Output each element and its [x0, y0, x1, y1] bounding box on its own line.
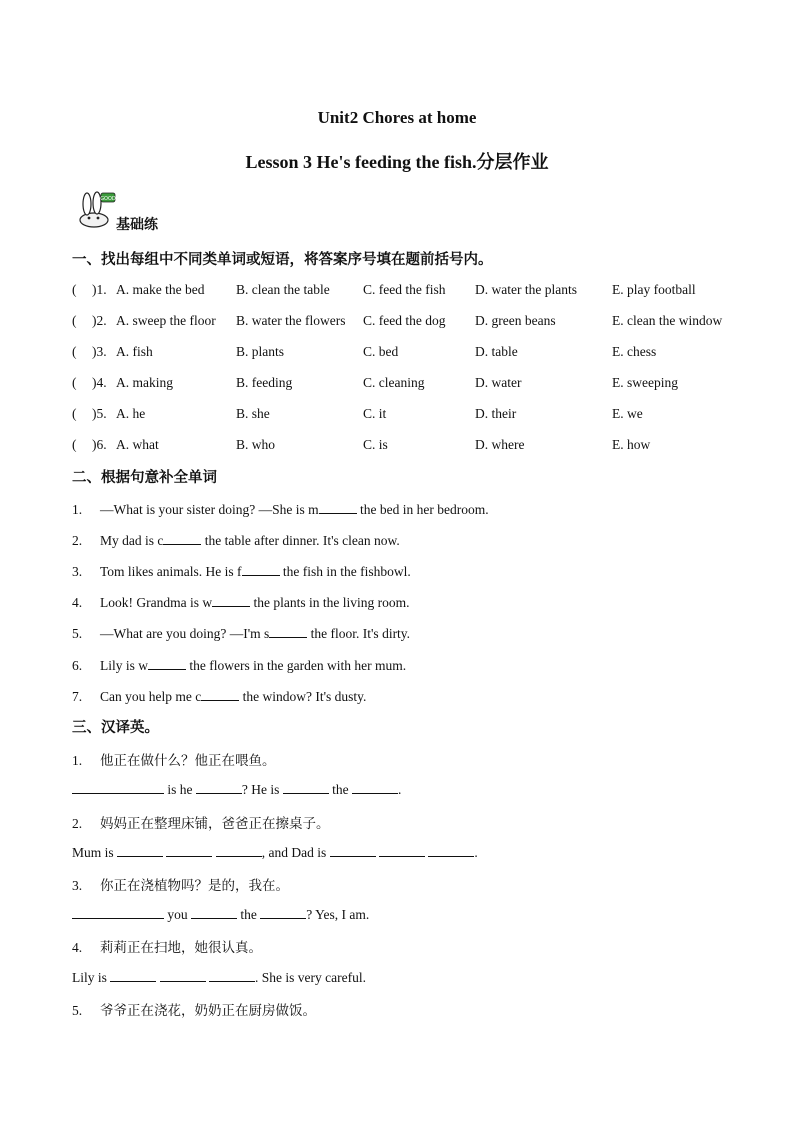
answer-blank[interactable]	[110, 968, 156, 982]
answer-blank[interactable]	[352, 780, 398, 794]
answer-text: ? Yes, I am.	[306, 907, 370, 922]
sentence-start: —What are you doing? —I'm s	[100, 626, 270, 641]
choice-c: C. feed the dog	[363, 313, 446, 328]
answer-blank[interactable]	[201, 687, 239, 701]
choice-row	[72, 406, 732, 426]
english-answer-line	[72, 968, 366, 986]
fill-word-item	[72, 593, 409, 611]
item-number: 1.	[72, 753, 83, 768]
answer-blank[interactable]	[283, 780, 329, 794]
fill-word-item	[72, 562, 411, 580]
item-number: 4.	[72, 595, 83, 610]
choice-paren: (	[72, 344, 77, 359]
answer-blank[interactable]	[148, 656, 186, 670]
answer-blank[interactable]	[319, 500, 357, 514]
choice-d: D. where	[475, 437, 525, 452]
answer-blank[interactable]	[216, 843, 262, 857]
choice-num: )5.	[92, 406, 107, 421]
choice-c: C. feed the fish	[363, 282, 446, 297]
english-answer-line	[72, 905, 369, 923]
sentence-end: the window? It's dusty.	[239, 689, 367, 704]
answer-text: , and Dad is	[261, 845, 330, 860]
sentence-start: Tom likes animals. He is f	[100, 564, 242, 579]
choice-row	[72, 437, 732, 457]
sentence-end: the plants in the living room.	[250, 595, 410, 610]
chinese-sentence: 妈妈正在整理床铺，爸爸正在擦桌子。	[100, 816, 330, 832]
choice-e: E. sweeping	[612, 375, 678, 390]
choice-d: D. table	[475, 344, 518, 359]
chinese-sentence: 爷爷正在浇花，奶奶正在厨房做饭。	[100, 1003, 316, 1019]
choice-paren: (	[72, 437, 77, 452]
choice-a: A. making	[116, 375, 173, 390]
choice-c: C. it	[363, 406, 387, 421]
answer-text: the	[328, 782, 352, 797]
item-number: 5.	[72, 626, 83, 641]
item-number: 7.	[72, 689, 83, 704]
item-number: 3.	[72, 878, 83, 893]
item-number: 5.	[72, 1003, 83, 1018]
basic-practice-label: 基础练	[116, 217, 158, 233]
item-number: 4.	[72, 940, 83, 955]
english-answer-line	[72, 843, 478, 861]
choice-paren: (	[72, 282, 77, 297]
choice-num: )1.	[92, 282, 107, 297]
item-number: 1.	[72, 502, 83, 517]
answer-blank[interactable]	[209, 968, 255, 982]
section1-title: 一、找出每组中不同类单词或短语，将答案序号填在题前括号内。	[72, 252, 493, 268]
chinese-sentence: 他正在做什么？他正在喂鱼。	[100, 753, 276, 769]
choice-a: A. he	[116, 406, 146, 421]
item-number: 2.	[72, 533, 83, 548]
answer-text: Lily is	[72, 970, 111, 985]
choice-b: B. feeding	[236, 375, 293, 390]
choice-num: )6.	[92, 437, 107, 452]
section3-title: 三、汉译英。	[72, 720, 159, 736]
chinese-prompt	[72, 999, 316, 1019]
sentence-start: Lily is w	[100, 658, 149, 673]
chinese-prompt	[72, 812, 330, 832]
choice-a: A. make the bed	[116, 282, 205, 297]
choice-e: E. how	[612, 437, 651, 452]
choice-paren: (	[72, 313, 77, 328]
choice-row	[72, 313, 732, 333]
answer-blank[interactable]	[260, 905, 306, 919]
choice-row	[72, 282, 732, 302]
choice-d: D. their	[475, 406, 517, 421]
good-sign-text: GOOD	[100, 196, 116, 202]
choice-paren: (	[72, 406, 77, 421]
choice-c: C. is	[363, 437, 388, 452]
chinese-sentence: 你正在浇植物吗？是的，我在。	[100, 878, 289, 894]
answer-blank[interactable]	[379, 843, 425, 857]
chinese-prompt	[72, 874, 289, 894]
sentence-end: the table after dinner. It's clean now.	[201, 533, 400, 548]
answer-blank[interactable]	[72, 780, 118, 794]
choice-paren: (	[72, 375, 77, 390]
sentence-start: Can you help me c	[100, 689, 202, 704]
choice-b: B. who	[236, 437, 276, 452]
answer-blank[interactable]	[212, 593, 250, 607]
answer-text: Mum is	[72, 845, 118, 860]
choice-b: B. water the flowers	[236, 313, 346, 328]
choice-d: D. water the plants	[475, 282, 577, 297]
fill-word-item	[72, 624, 410, 642]
answer-text: you	[164, 907, 191, 922]
answer-text: . She is very careful.	[255, 970, 366, 985]
choice-d: D. water	[475, 375, 522, 390]
fill-word-item	[72, 531, 400, 549]
answer-text: ? He is	[241, 782, 283, 797]
english-answer-line	[72, 780, 401, 798]
answer-blank[interactable]	[118, 780, 164, 794]
chinese-sentence: 莉莉正在扫地，她很认真。	[100, 940, 262, 956]
answer-blank[interactable]	[191, 905, 237, 919]
item-number: 2.	[72, 816, 83, 831]
sentence-start: —What is your sister doing? —She is m	[100, 502, 319, 517]
choice-c: C. bed	[363, 344, 399, 359]
choice-row	[72, 344, 732, 364]
chinese-prompt	[72, 749, 276, 769]
item-number: 6.	[72, 658, 83, 673]
answer-blank[interactable]	[196, 780, 242, 794]
choice-num: )4.	[92, 375, 107, 390]
choice-e: E. chess	[612, 344, 657, 359]
answer-blank[interactable]	[269, 624, 307, 638]
sentence-end: the flowers in the garden with her mum.	[186, 658, 407, 673]
answer-blank[interactable]	[72, 905, 118, 919]
choice-a: A. fish	[116, 344, 153, 359]
sentence-end: the floor. It's dirty.	[307, 626, 411, 641]
fill-word-item	[72, 687, 366, 705]
fill-word-item	[72, 500, 489, 518]
choice-d: D. green beans	[475, 313, 556, 328]
rabbit-icon	[72, 190, 116, 230]
choice-a: A. sweep the floor	[116, 313, 216, 328]
choice-e: E. clean the window	[612, 313, 723, 328]
answer-text: is he	[164, 782, 196, 797]
choice-a: A. what	[116, 437, 159, 452]
choice-e: E. we	[612, 406, 643, 421]
answer-blank[interactable]	[166, 843, 212, 857]
answer-blank[interactable]	[330, 843, 376, 857]
chinese-prompt	[72, 936, 262, 956]
choice-row	[72, 375, 732, 395]
choice-b: B. plants	[236, 344, 285, 359]
choice-c: C. cleaning	[363, 375, 425, 390]
choice-b: B. she	[236, 406, 270, 421]
sentence-start: My dad is c	[100, 533, 164, 548]
answer-text: .	[474, 845, 478, 860]
lesson-title: Lesson 3 He's feeding the fish.分层作业	[245, 152, 549, 172]
choice-b: B. clean the table	[236, 282, 330, 297]
section2-title: 二、根据句意补全单词	[72, 470, 217, 486]
sentence-end: the fish in the fishbowl.	[279, 564, 411, 579]
sentence-end: the bed in her bedroom.	[356, 502, 489, 517]
sentence-start: Look! Grandma is w	[100, 595, 213, 610]
answer-blank[interactable]	[242, 562, 280, 576]
answer-text: .	[398, 782, 402, 797]
unit-title: Unit2 Chores at home	[317, 108, 477, 127]
fill-word-item	[72, 656, 406, 674]
answer-blank[interactable]	[117, 843, 163, 857]
answer-text: the	[237, 907, 261, 922]
answer-blank[interactable]	[428, 843, 474, 857]
answer-blank[interactable]	[163, 531, 201, 545]
choice-e: E. play football	[612, 282, 696, 297]
answer-blank[interactable]	[118, 905, 164, 919]
answer-blank[interactable]	[160, 968, 206, 982]
choice-num: )3.	[92, 344, 107, 359]
item-number: 3.	[72, 564, 83, 579]
basic-practice-header	[72, 190, 212, 233]
choice-num: )2.	[92, 313, 107, 328]
